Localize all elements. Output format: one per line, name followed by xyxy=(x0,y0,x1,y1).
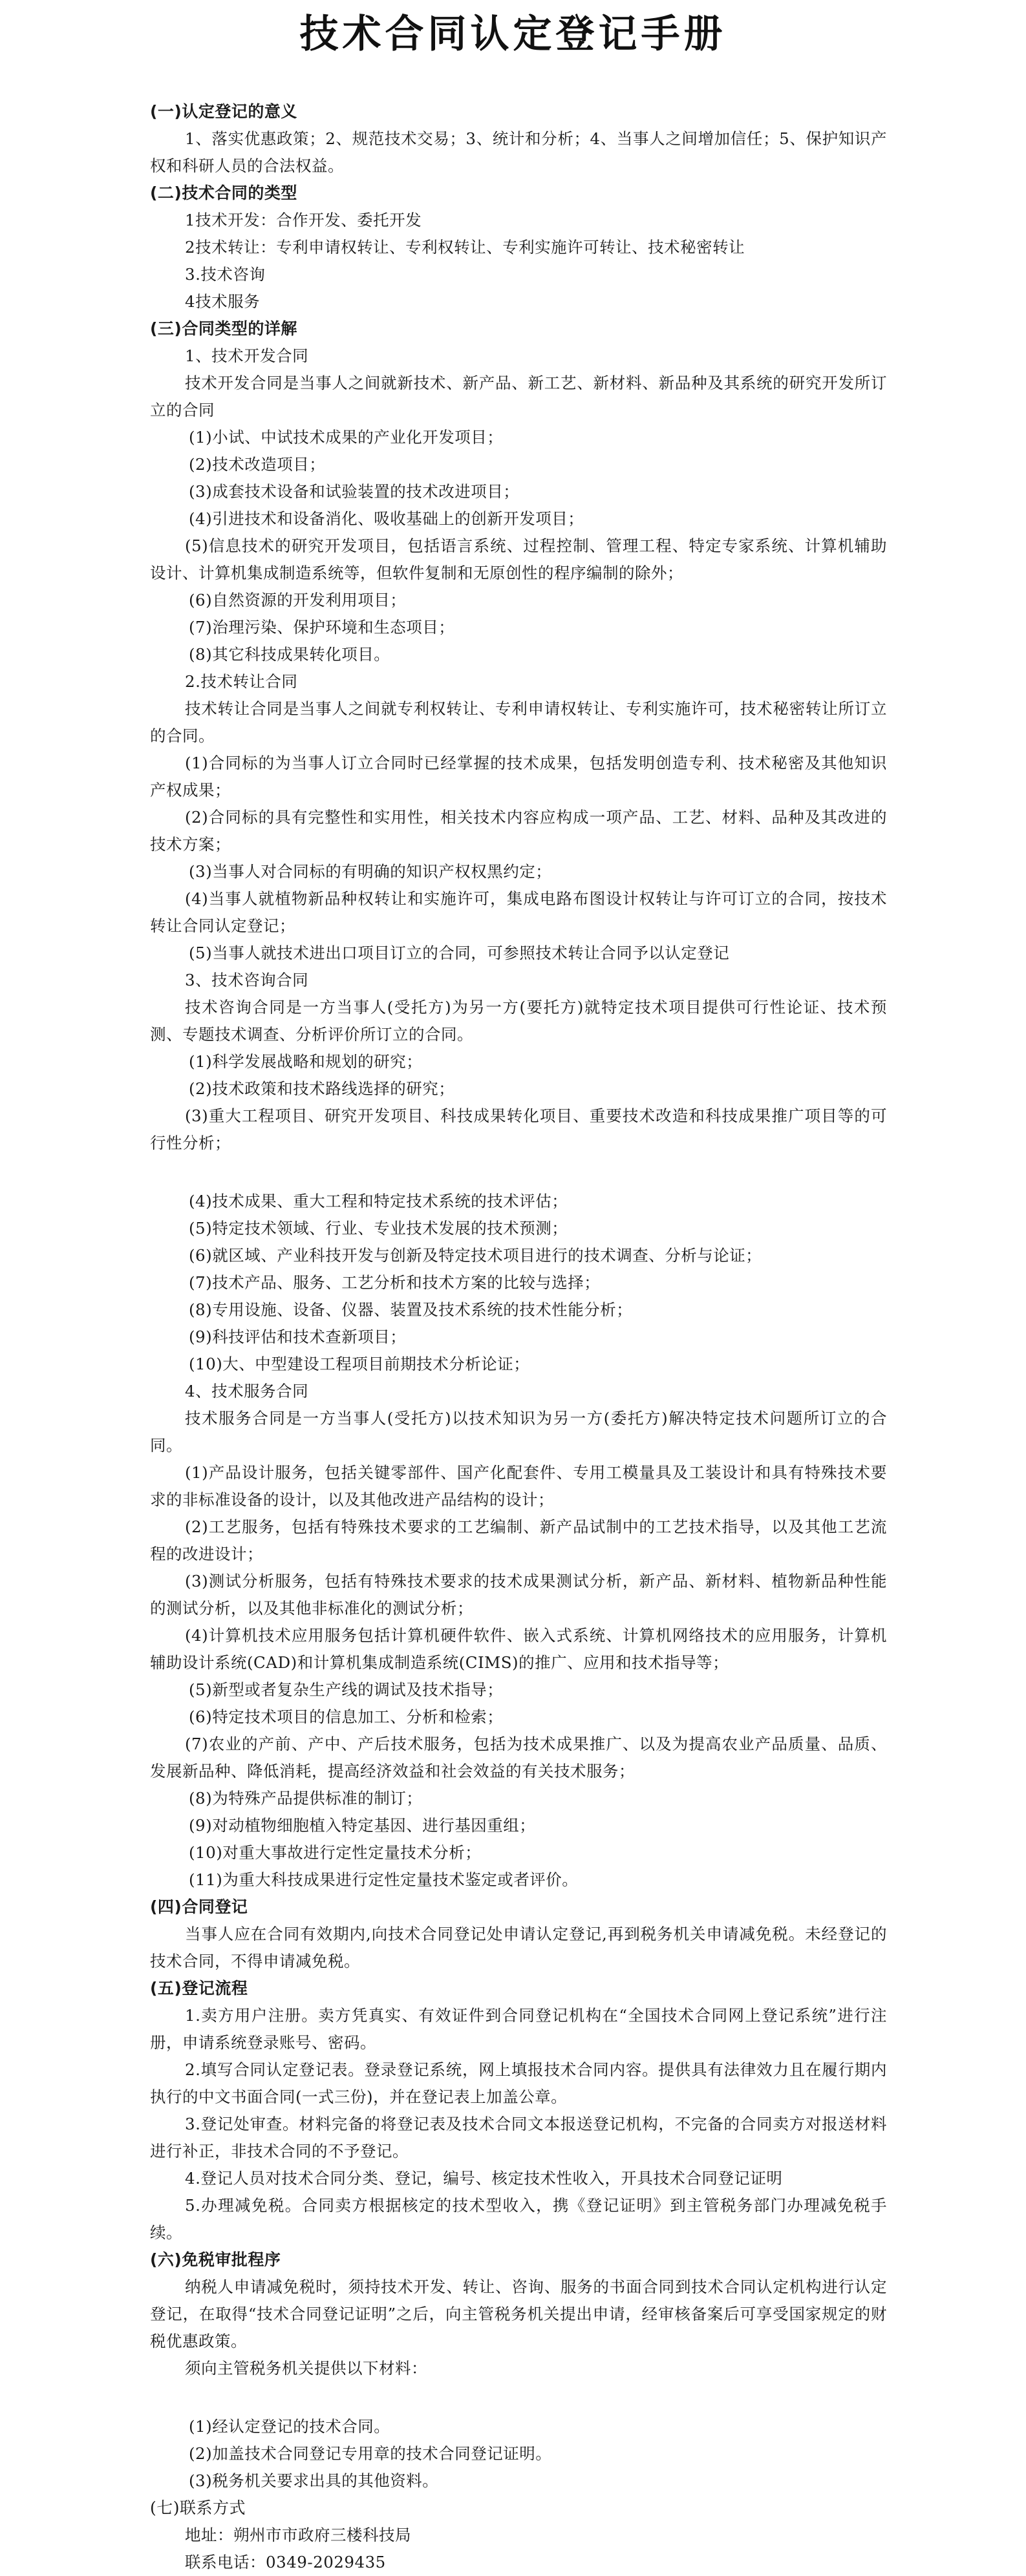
spacer xyxy=(150,2392,887,2403)
document-body xyxy=(150,98,887,2576)
paragraph-line: (4)引进技术和设备消化、吸收基础上的创新开发项目； xyxy=(189,509,584,528)
paragraph-line: (2)合同标的具有完整性和实用性，相关技术内容应构成一项产品、工艺、材料、品种及其改进的技术方案； xyxy=(150,808,887,854)
page-title: 技术合同认定登记手册 xyxy=(299,12,727,57)
paragraph-line: 地址：朔州市市政府三楼科技局 xyxy=(185,2526,411,2544)
paragraph-line: 2技术转让：专利申请权转让、专利权转让、专利实施许可转让、技术秘密转让 xyxy=(185,238,745,257)
paragraph-line: 3.技术咨询 xyxy=(185,265,266,284)
paragraph-line: 1.卖方用户注册。卖方凭真实、有效证件到合同登记机构在“全国技术合同网上登记系统”进行注册，申请系统登录账号、密码。 xyxy=(150,2006,887,2052)
paragraph-line: (4)计算机技术应用服务包括计算机硬件软件、嵌入式系统、计算机网络技术的应用服务，计算机辅助设计系统(CAD)和计算机集成制造系统(CIMS)的推广、应用和技术指导等； xyxy=(150,1626,887,1672)
paragraph-line: (7)技术产品、服务、工艺分析和技术方案的比较与选择； xyxy=(189,1273,601,1292)
paragraph-line: (3)当事人对合同标的有明确的知识产权权黑约定； xyxy=(189,862,552,881)
paragraph-line: (8)其它科技成果转化项目。 xyxy=(189,645,390,664)
paragraph-line: (5)信息技术的研究开发项目，包括语言系统、过程控制、管理工程、特定专家系统、计算机辅助设计、计算机集成制造系统等，但软件复制和无原创性的程序编制的除外； xyxy=(150,536,887,582)
paragraph-line: 当事人应在合同有效期内,向技术合同登记处申请认定登记,再到税务机关申请减免税。未经登记的技术合同，不得申请减免税。 xyxy=(150,1925,887,1970)
paragraph-line: 4技术服务 xyxy=(185,292,261,311)
paragraph-line: 3、技术咨询合同 xyxy=(185,971,309,989)
paragraph-line: (2)技术政策和技术路线选择的研究； xyxy=(189,1079,455,1098)
paragraph-line: 5.办理减免税。合同卖方根据核定的技术型收入，携《登记证明》到主管税务部门办理减免税手续。 xyxy=(150,2196,887,2242)
paragraph-line: 4、技术服务合同 xyxy=(185,1382,309,1400)
paragraph-line: 1、落实优惠政策；2、规范技术交易；3、统计和分析；4、当事人之间增加信任；5、保护知识产权和科研人员的合法权益。 xyxy=(150,129,887,175)
paragraph-line: (3)重大工程项目、研究开发项目、科技成果转化项目、重要技术改造和科技成果推广项目等的可行性分析； xyxy=(150,1106,887,1152)
paragraph-line: 1、技术开发合同 xyxy=(185,346,309,365)
paragraph-line: 2.填写合同认定登记表。登录登记系统，网上填报技术合同内容。提供具有法律效力且在履行期内执行的中文书面合同(一式三份)，并在登记表上加盖公章。 xyxy=(150,2060,887,2106)
paragraph-line: (6)自然资源的开发利用项目； xyxy=(189,591,407,609)
paragraph-line: (5)新型或者复杂生产线的调试及技术指导； xyxy=(189,1680,504,1699)
paragraph-line: (9)科技评估和技术查新项目； xyxy=(189,1327,407,1346)
section-heading: (二)技术合同的类型 xyxy=(150,184,297,202)
paragraph-line: 技术转让合同是当事人之间就专利权转让、专利申请权转让、专利实施许可，技术秘密转让所订立的合同。 xyxy=(150,699,887,745)
paragraph-line: (1)小试、中试技术成果的产业化开发项目； xyxy=(189,428,504,447)
paragraph-line: (10)大、中型建设工程项目前期技术分析论证； xyxy=(189,1355,530,1373)
section-heading: (六)免税审批程序 xyxy=(150,2250,281,2269)
paragraph-line: (8)专用设施、设备、仪器、装置及技术系统的技术性能分析； xyxy=(189,1300,633,1319)
paragraph-line: 纳税人申请减免税时，须持技术开发、转让、咨询、服务的书面合同到技术合同认定机构进行认定登记，在取得“技术合同登记证明”之后，向主管税务机关提出申请，经审核备案后可享受国家规定的财税优惠政策。 xyxy=(150,2277,887,2350)
paragraph-line: (1)产品设计服务，包括关键零部件、国产化配套件、专用工模量具及工装设计和具有特殊技术要求的非标准设备的设计，以及其他改进产品结构的设计； xyxy=(150,1463,887,1509)
paragraph-line: (4)技术成果、重大工程和特定技术系统的技术评估； xyxy=(189,1192,568,1210)
paragraph-line: 4.登记人员对技术合同分类、登记，编号、核定技术性收入，开具技术合同登记证明 xyxy=(185,2169,783,2188)
paragraph-line: (3)测试分析服务，包括有特殊技术要求的技术成果测试分析，新产品、新材料、植物新品种性能的测试分析，以及其他非标准化的测试分析； xyxy=(150,1572,887,1618)
section-heading: (五)登记流程 xyxy=(150,1979,248,1998)
paragraph-line: (11)为重大科技成果进行定性定量技术鉴定或者评价。 xyxy=(189,1870,579,1889)
paragraph-line: 技术咨询合同是一方当事人(受托方)为另一方(要托方)就特定技术项目提供可行性论证、技术预测、专题技术调查、分析评价所订立的合同。 xyxy=(150,998,887,1044)
paragraph-line: (4)当事人就植物新品种权转让和实施许可，集成电路布图设计权转让与许可订立的合同，按技术转让合同认定登记； xyxy=(150,889,887,935)
paragraph-line: (2)技术改造项目； xyxy=(189,455,326,474)
paragraph-line: (10)对重大事故进行定性定量技术分析； xyxy=(189,1843,482,1862)
paragraph-line: (1)经认定登记的技术合同。 xyxy=(189,2417,390,2436)
paragraph-line: 2.技术转让合同 xyxy=(185,672,298,691)
paragraph-line: (7)治理污染、保护环境和生态项目； xyxy=(189,618,455,637)
paragraph-line: (6)就区域、产业科技开发与创新及特定技术项目进行的技术调查、分析与论证； xyxy=(189,1246,762,1265)
paragraph-line: (6)特定技术项目的信息加工、分析和检索； xyxy=(189,1707,504,1726)
paragraph-line: (1)科学发展战略和规划的研究； xyxy=(189,1052,423,1071)
section-heading: (七)联系方式 xyxy=(150,2498,246,2517)
paragraph-line: (1)合同标的为当事人订立合同时已经掌握的技术成果，包括发明创造专利、技术秘密及其他知识产权成果； xyxy=(150,754,887,799)
paragraph-line: (9)对动植物细胞植入特定基因、进行基因重组； xyxy=(189,1816,536,1835)
paragraph-line: (8)为特殊产品提供标准的制订； xyxy=(189,1789,423,1808)
paragraph-line: (5)当事人就技术进出口项目订立的合同，可参照技术转让合同予以认定登记 xyxy=(189,944,730,962)
paragraph-line: 技术开发合同是当事人之间就新技术、新产品、新工艺、新材料、新品种及其系统的研究开发所订立的合同 xyxy=(150,374,887,419)
spacer xyxy=(150,1167,887,1177)
paragraph-line: 技术服务合同是一方当事人(受托方)以技术知识为另一方(委托方)解决特定技术问题所订立的合同。 xyxy=(150,1409,887,1455)
section-heading: (四)合同登记 xyxy=(150,1897,248,1916)
paragraph-line: 1技术开发：合作开发、委托开发 xyxy=(185,211,422,229)
paragraph-line: (7)农业的产前、产中、产后技术服务，包括为技术成果推广、以及为提高农业产品质量、品质、发展新品种、降低消耗，提高经济效益和社会效益的有关技术服务； xyxy=(150,1735,887,1780)
paragraph-line: (3)税务机关要求出具的其他资料。 xyxy=(189,2471,439,2490)
paragraph-line: (3)成套技术设备和试验装置的技术改进项目； xyxy=(189,482,520,501)
paragraph-line: (5)特定技术领域、行业、专业技术发展的技术预测； xyxy=(189,1219,568,1238)
section-heading: (三)合同类型的详解 xyxy=(150,319,297,338)
paragraph-line: 联系电话：0349-2029435 xyxy=(185,2553,386,2571)
paragraph-line: (2)工艺服务，包括有特殊技术要求的工艺编制、新产品试制中的工艺技术指导，以及其他工艺流程的改进设计； xyxy=(150,1517,887,1563)
paragraph-line: 3.登记处审查。材料完备的将登记表及技术合同文本报送登记机构，不完备的合同卖方对报送材料进行补正，非技术合同的不予登记。 xyxy=(150,2115,887,2160)
section-heading: (一)认定登记的意义 xyxy=(150,102,297,121)
paragraph-line: (2)加盖技术合同登记专用章的技术合同登记证明。 xyxy=(189,2444,552,2463)
paragraph-line: 须向主管税务机关提供以下材料： xyxy=(185,2359,427,2378)
